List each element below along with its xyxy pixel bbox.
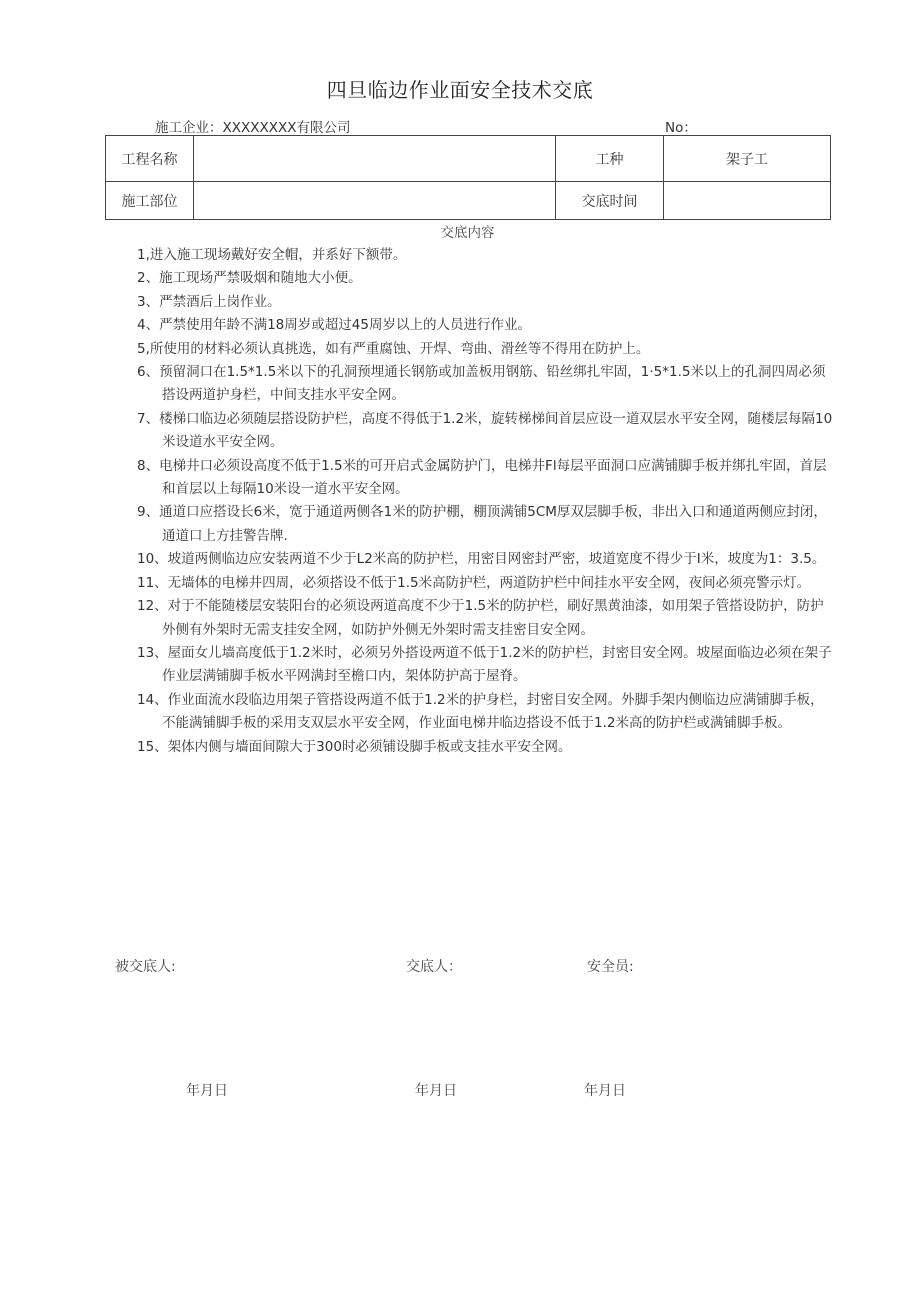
content-item-12: 12、对于不能随楼层安装阳台的必须设两道高度不少于1.5米的防护栏，刷好黑黄油漆，如用架子管搭设防护，防护外侧有外架时无需支挂安全网，如防护外侧无外架时需支挂密目安全网。	[137, 598, 824, 638]
discloser-date: 年月日	[415, 1083, 457, 1099]
time-value	[664, 182, 831, 220]
company-label: 施工企业：XXXXXXXX有限公司	[155, 120, 351, 136]
trade-value: 架子工	[664, 136, 831, 182]
content-item-7: 7、楼梯口临边必须随层搭设防护栏，高度不得低于1.2米，旋转梯梯间首层应设一道双层水平安全网，随楼层每隔10米设道水平安全网。	[137, 410, 833, 451]
content-item-8: 8、电梯井口必须设高度不低于1.5米的可开启式金属防护门，电梯井Fl每层平面洞口应满铺脚手板并绑扎牢固，首层和首层以上每隔10米设一道水平安全网。	[137, 457, 827, 498]
info-row-project	[106, 136, 831, 182]
project-name-label: 工程名称	[106, 136, 194, 182]
number-label: No：	[665, 120, 697, 136]
section-title: 交底内容	[440, 225, 495, 241]
safety-officer-signature-label: 安全员:	[587, 959, 634, 975]
project-name-value	[194, 136, 556, 182]
content-item-5: 5,所使用的材料必须认真挑选，如有严重腐蚀、开焊、弯曲、滑丝等不得用在防护上。	[137, 340, 650, 357]
info-row-location	[106, 182, 831, 220]
content-item-2: 2、施工现场严禁吸烟和随地大小便。	[137, 270, 362, 287]
location-label: 施工部位	[106, 182, 194, 220]
receiver-signature-label: 被交底人:	[115, 959, 176, 975]
content-item-11: 11、无墙体的电梯井四周，必须搭设不低于1.5米高防护栏，两道防护栏中间挂水平安全网，夜间必须亮警示灯。	[137, 574, 811, 591]
location-value	[194, 182, 556, 220]
content-item-13: 13、屋面女儿墙高度低于1.2米时，必须另外搭设两道不低于1.2米的防护栏，封密目安全网。坡屋面临边必须在架子作业层满铺脚手板水平网满封至檐口内，架体防护高于屋脊。	[137, 644, 832, 685]
disclosure-content	[137, 244, 837, 759]
content-item-3: 3、严禁酒后上岗作业。	[137, 293, 281, 310]
content-item-6: 6、预留洞口在1.5*1.5米以下的孔洞预埋通长钢筋或加盖板用钢筋、铅丝绑扎牢固，1·5*1.5米以上的孔洞四周必须搭设两道护身栏，中间支挂水平安全网。	[137, 364, 826, 404]
discloser-signature-label: 交底人：	[406, 959, 462, 975]
time-label: 交底时间	[556, 182, 664, 220]
content-item-15: 15、架体内侧与墙面间隙大于300时必须铺设脚手板或支挂水平安全网。	[137, 738, 572, 755]
content-item-14: 14、作业面流水段临边用架子管搭设两道不低于1.2米的护身栏，封密目安全网。外脚手架内侧临边应满铺脚手板，不能满铺脚手板的采用支双层水平安全网，作业面电梯井临边搭设不低于1.2米高的防护栏或满铺脚手板。	[137, 691, 824, 732]
trade-label: 工种	[556, 136, 664, 182]
document-title: 四旦临边作业面安全技术交底	[326, 78, 594, 102]
content-item-10: 10、坡道两侧临边应安装两道不少于L2米高的防护栏，用密目网密封严密，坡道宽度不得少于I米，坡度为1：3.5。	[137, 551, 826, 568]
content-item-1: 1,进入施工现场戴好安全帽，并系好下额带。	[137, 247, 407, 263]
info-table	[105, 135, 831, 220]
receiver-date: 年月日	[186, 1083, 228, 1099]
content-item-9: 9、通道口应搭设长6米，宽于通道两侧各1米的防护棚，棚顶满铺5CM厚双层脚手板，非出入口和通道两侧应封闭，通道口上方挂警告牌.	[137, 504, 827, 544]
safety-officer-date: 年月日	[584, 1083, 626, 1099]
content-item-4: 4、严禁使用年龄不满18周岁或超过45周岁以上的人员进行作业。	[137, 317, 531, 334]
